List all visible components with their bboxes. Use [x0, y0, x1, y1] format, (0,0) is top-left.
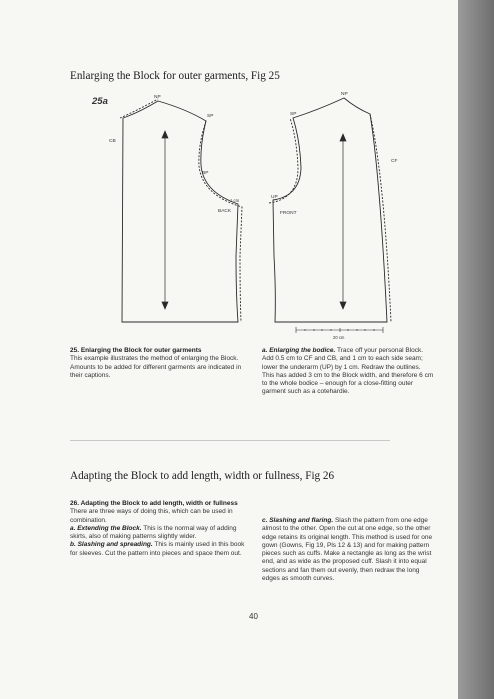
slashing-flaring-body: Slash the pattern from one edge almost to the other. Open the cut at one edge, so the other edge retains its original length. This method is used for one gown (Gowns, Fig 19, Pls 12 & 13) and for making pattern pieces such as cuffs. Make a rectangle as long as the wrist end, and as wide as the proposed cuff. Slash it into equal sections and fan them out evenly, then redraw the long edges as smooth curves. [262, 517, 433, 583]
front-cf-label: CF [391, 159, 398, 164]
scale-label: 20 cm [333, 335, 345, 340]
back-np-label: NP [154, 95, 161, 100]
extending-body: This is the normal way of adding skirts, also of making patterns slightly wider. [70, 524, 237, 541]
section-title-fig26: Adapting the Block to add length, width or fullness, Fig 26 [70, 470, 335, 482]
intro-heading: 26. Adapting the Block to add length, width or fullness [70, 500, 238, 507]
left-column-fig26 [70, 500, 250, 558]
front-grain-arrow-down [340, 302, 346, 309]
note-enlarging-bodice [262, 347, 434, 397]
back-bp-label: BP [202, 171, 209, 176]
pattern-diagram-fig25 [0, 0, 458, 350]
front-bodice-outline [273, 98, 387, 322]
back-label: BACK [218, 209, 232, 214]
back-grain-arrow-down [162, 302, 168, 309]
note-body: Trace off your personal Block. Add 0.5 cm to CF and CB, and 1 cm to each side seam; lower the underarm (UP) by 1 cm. Redraw the outlines. This has added 3 cm to the Block width, and therefore 6 cm to the whole bodice – enough for a close-fitting outer garment such as a cotehardie. [262, 347, 434, 396]
section-divider [70, 440, 390, 441]
section-title-fig25: Enlarging the Block for outer garments, Fig 25 [70, 70, 280, 82]
front-label: FRONT [280, 211, 297, 216]
note-heading: a. Enlarging the bodice. [262, 347, 336, 354]
caption-heading: 25. Enlarging the Block for outer garments [70, 347, 202, 354]
front-np-label: NP [341, 92, 348, 97]
page-edge-shadow [458, 0, 494, 699]
back-cb-label: CB [109, 139, 116, 144]
page-number: 40 [249, 612, 258, 621]
caption-fig25 [70, 347, 248, 380]
back-sp-label: SP [207, 114, 214, 119]
back-up-label: 1 cm [230, 198, 240, 203]
intro-body: There are three ways of doing this, which can be used in combination. [70, 508, 233, 524]
slashing-spreading-body: This is mainly used in this book for sleeves. Cut the pattern into pieces and space them out. [70, 541, 245, 557]
front-sp-label: SP [290, 112, 297, 117]
front-up-label: UP [271, 195, 278, 200]
front-grain-arrow-up [340, 134, 346, 141]
slashing-flaring-heading: c. Slashing and flaring. [262, 517, 334, 524]
figure-label-25a: 25a [92, 96, 108, 107]
extending-heading: a. Extending the Block. [70, 524, 142, 532]
slashing-spreading-heading: b. Slashing and spreading. [70, 541, 153, 549]
right-column-fig26 [262, 517, 434, 583]
front-enlargement-outline [269, 114, 391, 322]
back-grain-arrow-up [162, 131, 168, 138]
caption-body: This example illustrates the method of enlarging the Block. Amounts to be added for different garments are indicated in their captions. [70, 355, 242, 379]
